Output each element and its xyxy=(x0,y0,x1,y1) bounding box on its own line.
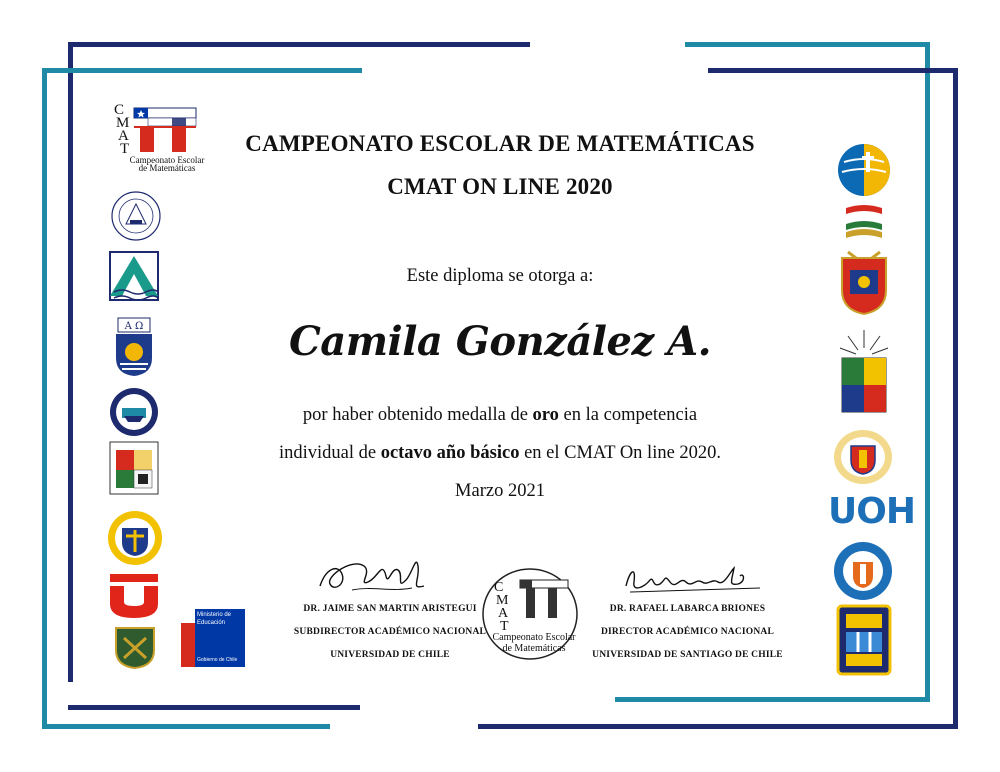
cmat-stamp xyxy=(480,566,580,662)
mountain-shield-icon xyxy=(106,248,162,304)
left-signatory-name: DR. JAIME SAN MARTIN ARISTEGUI xyxy=(303,604,477,614)
right-signatory-institution: UNIVERSIDAD DE SANTIAGO DE CHILE xyxy=(592,650,783,660)
achievement-line-2-post: en el CMAT On line 2020. xyxy=(519,443,722,463)
concepcion-shield-icon xyxy=(112,316,156,378)
cmat-logo-letter-t: T xyxy=(120,141,130,157)
university-seal-icon xyxy=(108,190,164,242)
title-line-1: CAMPEONATO ESCOLAR DE MATEMÁTICAS xyxy=(245,131,755,156)
cmat-logo-letter-c: C xyxy=(114,102,125,118)
naval-seal-icon xyxy=(108,386,160,438)
gold-medallion-icon xyxy=(832,428,894,486)
right-signatory-role: DIRECTOR ACADÉMICO NACIONAL xyxy=(600,627,775,637)
recipient-name: Camila González A. xyxy=(288,318,712,365)
frame-top-navy-right xyxy=(708,68,958,73)
achievement-line-2-pre: individual de xyxy=(278,443,381,463)
title-line-2: CMAT ON LINE 2020 xyxy=(387,174,613,199)
cmat-logo-letter-m: M xyxy=(116,115,130,131)
medal-type: oro xyxy=(532,405,559,425)
stamp-caption-1: Campeonato Escolar xyxy=(492,632,576,643)
sun-crest-icon xyxy=(834,328,894,414)
mining-seal-icon xyxy=(112,624,158,670)
right-signature xyxy=(620,562,770,598)
catholic-university-seal-icon xyxy=(106,506,164,568)
frame-top-teal-right xyxy=(685,42,930,47)
ministerio-line-2: Educación xyxy=(197,620,226,626)
stamp-caption-2: de Matemáticas xyxy=(502,643,566,654)
frame-bottom-teal-right xyxy=(615,697,930,702)
ministerio-line-3: Gobierno de Chile xyxy=(197,657,238,663)
right-signatory-name: DR. RAFAEL LABARCA BRIONES xyxy=(609,604,766,614)
ministerio-white-block xyxy=(181,609,195,623)
cmat-logo-caption-2: de Matemáticas xyxy=(138,163,196,173)
ministerio-educacion-logo xyxy=(181,609,245,667)
cmat-logo-letter-a: A xyxy=(118,128,129,144)
school-level: octavo año básico xyxy=(380,443,520,463)
stamp-letter-a: A xyxy=(498,606,509,621)
austral-shield-icon xyxy=(108,440,160,496)
frame-bottom-navy-right xyxy=(478,724,958,729)
achievement-line-1-pre: por haber obtenido medalla de xyxy=(302,405,533,425)
stamp-letter-m: M xyxy=(496,593,509,608)
frame-bottom-navy-left xyxy=(68,705,360,710)
left-signatory-institution: UNIVERSIDAD DE CHILE xyxy=(330,650,450,660)
diploma-date: Marzo 2021 xyxy=(455,481,545,501)
uoh-logo-text: UOH xyxy=(828,491,915,532)
frame-left-teal xyxy=(42,68,47,728)
uoh-logo xyxy=(828,490,915,534)
striped-flag-icon xyxy=(844,202,884,242)
diploma-intro: Este diploma se otorga a: xyxy=(406,266,594,286)
svg-text:A Ω: A Ω xyxy=(124,321,144,332)
left-signatory-role: SUBDIRECTOR ACADÉMICO NACIONAL xyxy=(293,627,487,637)
achievement-line-1-post: en la competencia xyxy=(558,405,698,425)
frame-right-navy xyxy=(953,68,958,728)
catolica-norte-seal-icon xyxy=(832,540,894,602)
ministerio-line-1: Ministerio de xyxy=(197,612,232,618)
stamp-letter-c: C xyxy=(494,580,504,595)
tarapaca-shield-icon xyxy=(836,604,892,676)
globe-cross-icon xyxy=(836,142,892,198)
left-signature xyxy=(312,546,432,602)
stamp-letter-t: T xyxy=(500,619,509,634)
frame-bottom-teal-left xyxy=(42,724,330,729)
frame-top-teal-left xyxy=(42,68,362,73)
frame-top-navy xyxy=(68,42,530,47)
red-crest-icon xyxy=(834,248,894,318)
cmat-logo-caption-1: Campeonato Escolar xyxy=(129,155,205,165)
red-u-logo-icon xyxy=(110,574,158,618)
